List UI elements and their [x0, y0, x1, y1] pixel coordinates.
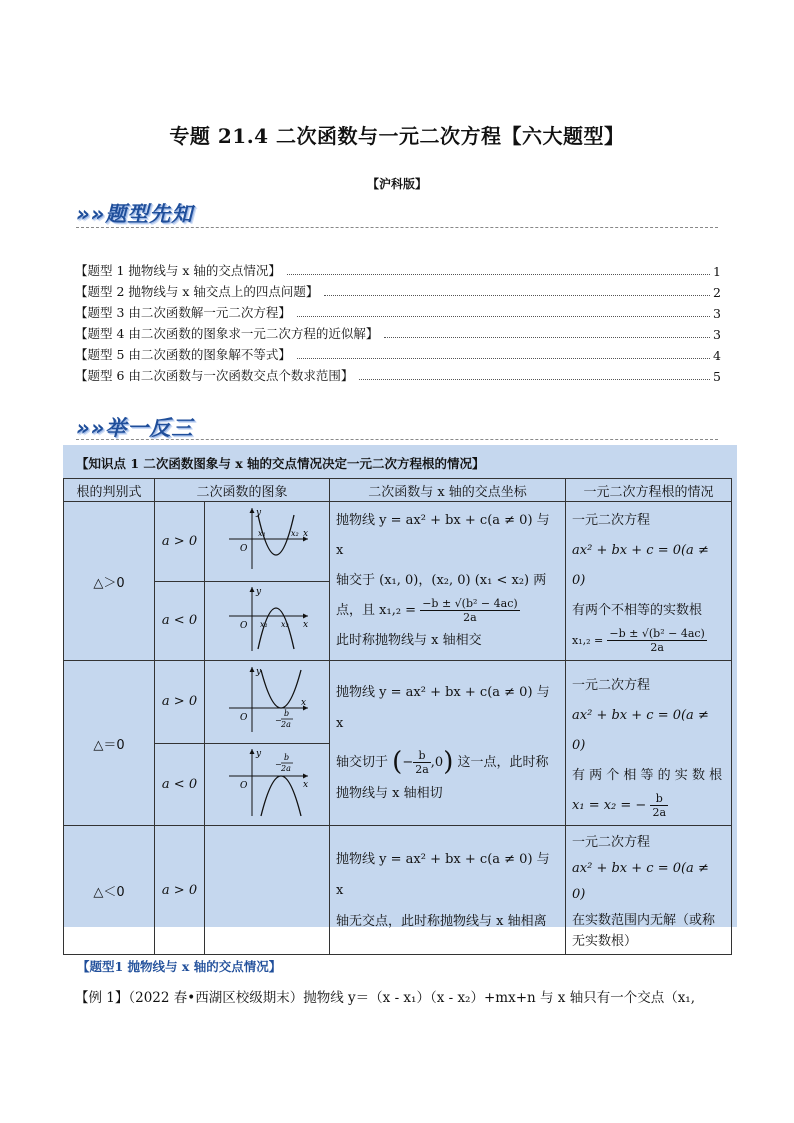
origin-label: O: [240, 712, 248, 723]
knowledge-table: [63, 478, 732, 955]
toc-item-page: 2: [713, 285, 721, 300]
table-row: [64, 502, 732, 582]
parabola-down-two-roots: [205, 583, 330, 655]
intersection-line: 轴交于 (x₁, 0)，(x₂, 0) (x₁ < x₂) 两: [336, 573, 547, 588]
roots-line: 无实数根）: [572, 934, 638, 949]
toc-item-page: 3: [713, 327, 721, 342]
toc-item[interactable]: [75, 321, 721, 342]
toc-leader: [384, 337, 710, 338]
toc-item[interactable]: [75, 300, 721, 321]
intersection-cell: [330, 826, 566, 955]
root-x2-label: x₂: [291, 529, 299, 539]
example-text: 【例 1】（2022 春•西湖区校级期末）抛物线 y＝（x - x₁）（x - x₂）+mx+n 与 x 轴只有一个交点（x₁,: [75, 990, 696, 1006]
graph-cell: [205, 502, 330, 582]
parabola-up-tangent: [205, 662, 330, 738]
vertex-minus-label: −: [275, 715, 282, 725]
header-graph: 二次函数的图象: [155, 479, 330, 502]
table-of-contents: [75, 258, 721, 384]
toc-item[interactable]: [75, 279, 721, 300]
graph-cell: [205, 661, 330, 744]
roots-line: [572, 791, 725, 821]
intersection-cell: [330, 502, 566, 661]
roots-cell: [566, 502, 732, 661]
root-formula: [420, 597, 519, 624]
intersection-line: 抛物线与 x 轴相切: [336, 786, 443, 801]
formula-denominator: 2a: [652, 806, 667, 819]
toc-item-label: 【题型 4 由二次函数的图象求一元二次方程的近似解】: [75, 326, 379, 341]
vertex-b-label: b: [284, 708, 290, 718]
x-axis-label: x: [303, 619, 309, 630]
toc-leader: [287, 274, 710, 275]
intersection-line: 此时称抛物线与 x 轴相交: [336, 633, 482, 648]
roots-line: 一元二次方程: [572, 513, 651, 528]
toc-leader: [359, 379, 710, 380]
origin-label: O: [240, 781, 248, 792]
a-condition: a > 0: [155, 502, 205, 582]
paren-left: (: [392, 747, 403, 777]
roots-line: ax² + bx + c = 0(a ≠ 0): [572, 708, 709, 753]
toc-leader: [297, 358, 710, 359]
toc-item-label: 【题型 6 由二次函数与一次函数交点个数求范围】: [75, 368, 354, 383]
root-x2-label: x₂: [281, 619, 289, 629]
section-title: 【题型1 抛物线与 x 轴的交点情况】: [77, 959, 282, 974]
intersection-line: 抛物线 y = ax² + bx + c(a ≠ 0) 与 x: [336, 513, 550, 558]
a-condition: a < 0: [155, 743, 205, 826]
discriminant-cell: △＞0: [64, 502, 155, 661]
root-formula: [607, 627, 706, 654]
graph-cell-empty: [205, 826, 330, 955]
roots-cell: [566, 826, 732, 955]
y-axis-label: y: [256, 666, 262, 677]
roots-line: 一元二次方程: [572, 835, 651, 850]
discriminant-cell: △＝0: [64, 661, 155, 826]
roots-line: ax² + bx + c = 0(a ≠ 0): [572, 861, 709, 902]
table-row: [64, 826, 732, 955]
intersection-line: 抛物线 y = ax² + bx + c(a ≠ 0) 与 x: [336, 851, 550, 898]
intersection-text: 轴交切于: [336, 755, 389, 770]
page-title: 专题 21.4 二次函数与一元二次方程【六大题型】: [169, 124, 625, 148]
root-formula: [650, 792, 668, 819]
roots-line: 一元二次方程: [572, 678, 651, 693]
toc-item[interactable]: [75, 342, 721, 363]
header-roots: 一元二次方程根的情况: [566, 479, 732, 502]
origin-label: O: [240, 544, 248, 555]
edition-label: 【沪科版】: [366, 177, 427, 191]
toc-item-page: 5: [713, 369, 721, 384]
origin-label: O: [240, 620, 248, 631]
knowledge-title: 【知识点 1 二次函数图象与 x 轴的交点情况决定一元二次方程根的情况】: [76, 456, 485, 471]
graph-cell: [205, 581, 330, 661]
y-axis-label: y: [256, 508, 262, 519]
paren-right: ): [443, 747, 454, 777]
toc-item-page: 3: [713, 306, 721, 321]
root-x1-label: x₁: [258, 529, 266, 539]
toc-leader: [324, 295, 710, 296]
minus-sign: −: [402, 755, 414, 770]
divider: [76, 227, 718, 228]
banner-toc: »»题型先知: [76, 202, 194, 226]
x-axis-label: x: [303, 529, 309, 540]
vertex-2a-label: 2a: [281, 719, 291, 729]
formula-denominator: 2a: [415, 763, 429, 776]
parabola-up-two-roots: [205, 503, 330, 575]
vertex-b-label: b: [284, 753, 290, 763]
toc-item-page: 1: [713, 264, 721, 279]
toc-item-label: 【题型 5 由二次函数的图象解不等式】: [75, 347, 291, 362]
banner-examples: »»举一反三: [76, 416, 194, 440]
a-condition: a > 0: [155, 661, 205, 744]
divider: [76, 439, 718, 440]
intersection-line: 抛物线 y = ax² + bx + c(a ≠ 0) 与 x: [336, 685, 550, 731]
formula-numerator: −b ± √(b² − 4ac): [422, 597, 518, 610]
a-condition: a > 0: [155, 826, 205, 955]
formula-denominator: 2a: [463, 611, 477, 624]
graph-cell: [205, 743, 330, 826]
parabola-down-tangent: [205, 744, 330, 820]
roots-text: x₁ = x₂ = −: [572, 798, 647, 813]
header-discriminant: 根的判别式: [64, 479, 155, 502]
intersection-text: 这一点，此时称: [457, 755, 549, 770]
y-axis-label: y: [256, 749, 262, 760]
y-axis-label: y: [256, 586, 262, 597]
x-axis-label: x: [301, 697, 307, 708]
vertex-minus-label: −: [275, 760, 282, 770]
intersection-cell: [330, 661, 566, 826]
toc-item-page: 4: [713, 348, 721, 363]
toc-item-label: 【题型 1 抛物线与 x 轴的交点情况】: [75, 263, 281, 278]
toc-leader: [297, 316, 710, 317]
a-condition: a < 0: [155, 581, 205, 661]
roots-cell: [566, 661, 732, 826]
toc-item[interactable]: [75, 363, 721, 384]
roots-line: ax² + bx + c = 0(a ≠ 0): [572, 543, 709, 588]
table-row: [64, 661, 732, 744]
vertex-formula: [413, 749, 431, 776]
toc-item-label: 【题型 3 由二次函数解一元二次方程】: [75, 305, 291, 320]
formula-numerator: b: [650, 792, 668, 806]
formula-numerator: b: [413, 749, 431, 763]
formula-numerator: −b ± √(b² − 4ac): [609, 627, 705, 640]
toc-item[interactable]: [75, 258, 721, 279]
roots-line: 有两个不相等的实数根: [572, 603, 703, 618]
toc-item-label: 【题型 2 抛物线与 x 轴交点上的四点问题】: [75, 284, 319, 299]
x-axis-label: x: [303, 780, 309, 791]
vertex-2a-label: 2a: [281, 764, 291, 774]
roots-line: 在实数范围内无解（或称: [572, 913, 716, 928]
root-x1-label: x₁: [260, 619, 268, 629]
intersection-line: 轴交切于 (− $\frac{b}{2a}$ ,0) 这一点，此时称: [336, 747, 549, 777]
intersection-line: [336, 596, 559, 626]
intersection-text: 点，且 x₁,₂ =: [336, 603, 417, 618]
discriminant-cell: △＜0: [64, 826, 155, 955]
roots-text: x₁,₂ =: [572, 634, 604, 647]
intersection-line: 轴无交点，此时称抛物线与 x 轴相离: [336, 913, 547, 929]
table-header-row: [64, 479, 732, 502]
header-intersection: 二次函数与 x 轴的交点坐标: [330, 479, 566, 502]
formula-denominator: 2a: [650, 641, 664, 654]
roots-line: [572, 626, 725, 656]
roots-line: 有 两 个 相 等 的 实 数 根: [572, 768, 723, 783]
